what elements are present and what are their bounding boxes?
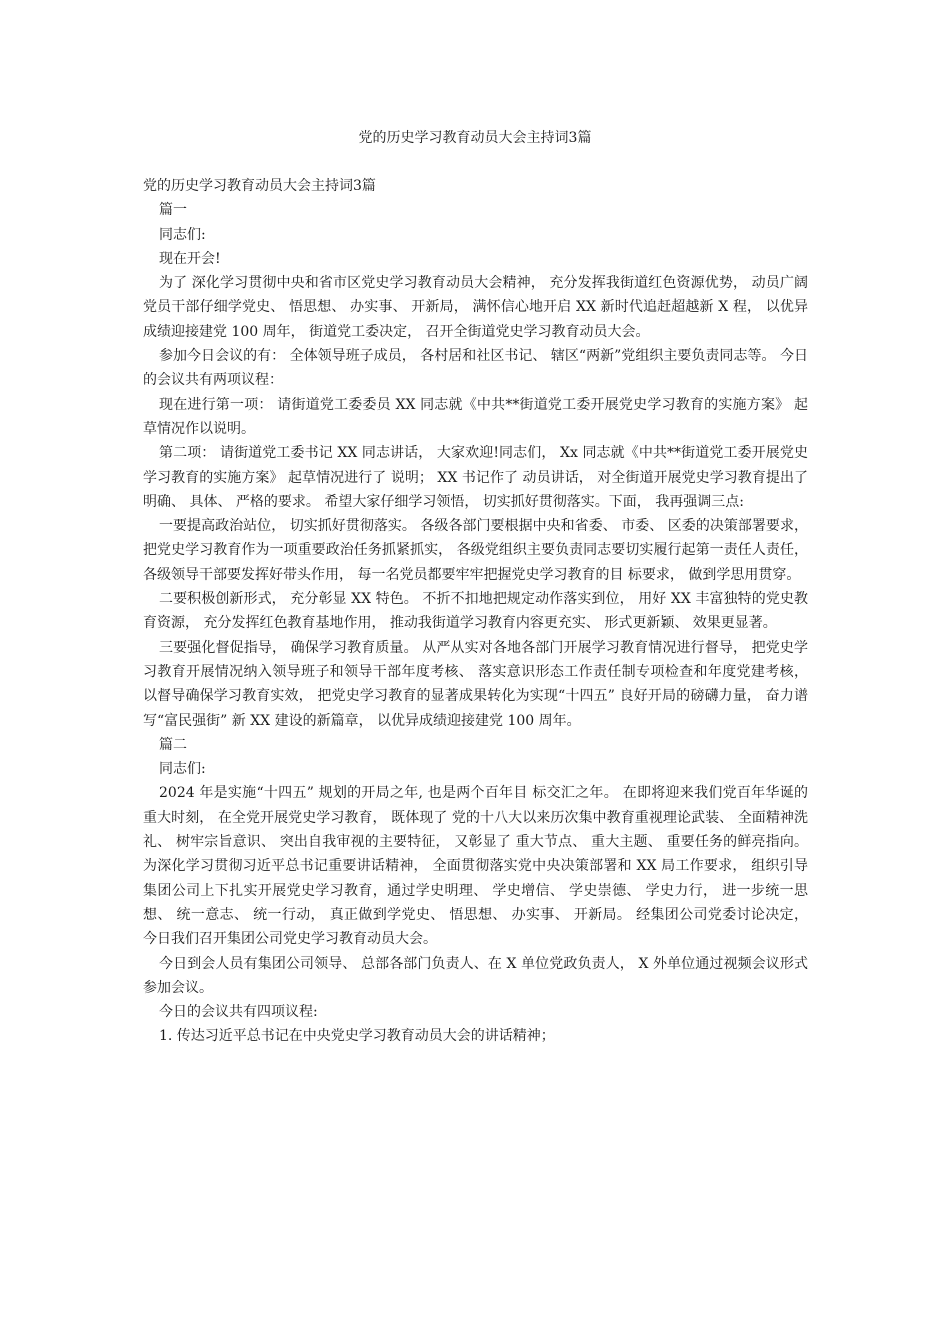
paragraph: 2024 年是实施“十四五” 规划的开局之年, 也是两个百年目 标交汇之年。 在即将迎来我们党百年华诞的重大时刻， 在全党开展党史学习教育， 既体现了 党的十八大以来历次集中教育重视理论武装、 全面精神洗礼、 树牢宗旨意识、 突出自我审视的主要特征， 又彰显了 重大节点、 重大主题、 重要任务的鲜亮指向。 为深化学习贯彻习近平总书记重要讲话精神， 全面贯彻落实党中央决策部署和 XX 局工作要求， 组织引导集团公司上下扎实开展党史学习教育，通过学史明理、 学史增信、 学史崇德、 学史力行， 进一步统一思想、 统一意志、 统一行动， 真正做到学党史、 悟思想、 办实事、 开新局。 经集团公司党委讨论决定， 今日我们召开集团公司党史学习教育动员大会。: [143, 785, 808, 948]
paragraph: 今日的会议共有四项议程:: [159, 1004, 318, 1021]
paragraph: 一要提高政治站位， 切实抓好贯彻落实。 各级各部门要根据中央和省委、 市委、 区委的决策部署要求， 把党史学习教育作为一项重要政治任务抓紧抓实， 各级党组织主要负责同志要切实履行起第一责任人责任， 各级领导干部要发挥好带头作用， 每一名党员都要牢牢把握党史学习教育的目 标要求， 做到学思用贯穿。: [143, 518, 808, 583]
paragraph: 今日到会人员有集团公司领导、 总部各部门负责人、在 X 单位党政负责人， X 外单位通过视频会议形式参加会议。: [143, 955, 808, 996]
paragraph: 为了 深化学习贯彻中央和省市区党史学习教育动员大会精神， 充分发挥我街道红色资源优势， 动员广阔党员干部仔细学党史、 悟思想、 办实事、 开新局， 满怀信心地开启 XX 新时代追赶超越新 X 程， 以优异成绩迎接建党 100 周年， 街道党工委决定， 召开全街道党史学习教育动员大会。: [143, 275, 808, 340]
paragraph: 二要积极创新形式， 充分彰显 XX 特色。 不折不扣地把规定动作落实到位， 用好 XX 丰富独特的党史教育资源， 充分发挥红色教育基地作用， 推动我街道学习教育内容更充实、 形式更新颖、 效果更显著。: [143, 591, 808, 632]
paragraph: 党的历史学习教育动员大会主持词3篇: [143, 178, 376, 194]
document-body: [143, 174, 808, 1049]
paragraph: 第二项： 请街道党工委书记 XX 同志讲话， 大家欢迎!同志们， Xx 同志就《中共**街道党工委开展党史学习教育的实施方案》 起草情况进行了 说明； XX 书记作了 动员讲话， 对全街道开展党史学习教育提出了 明确、 具体、 严格的要求。 希望大家仔细学习领悟， 切实抓好贯彻落实。下面， 我再强调三点:: [143, 445, 808, 510]
paragraph: 篇二: [159, 736, 187, 753]
paragraph: 1. 传达习近平总书记在中央党史学习教育动员大会的讲话精神；: [159, 1028, 555, 1045]
paragraph: 参加今日会议的有： 全体领导班子成员， 各村居和社区书记、 辖区“两新”党组织主要负责同志等。 今日的会议共有两项议程：: [143, 348, 808, 389]
paragraph: 三要强化督促指导， 确保学习教育质量。 从严从实对各地各部门开展学习教育情况进行督导， 把党史学习教育开展情况纳入领导班子和领导干部年度考核、 落实意识形态工作责任制专项检查和年度党建考核， 以督导确保学习教育实效， 把党史学习教育的显著成果转化为实现“十四五” 良好开局的磅礴力量， 奋力谱写“富民强街” 新 XX 建设的新篇章， 以优异成绩迎接建党 100 周年。: [143, 639, 808, 729]
paragraph: 现在开会!: [159, 250, 221, 267]
paragraph: 篇一: [159, 202, 187, 219]
paragraph: 同志们:: [159, 761, 206, 778]
paragraph: 同志们:: [159, 226, 206, 243]
page-title: 党的历史学习教育动员大会主持词3篇: [358, 130, 592, 146]
paragraph: 现在进行第一项： 请街道党工委委员 XX 同志就《中共**街道党工委开展党史学习教育的实施方案》 起草情况作以说明。: [143, 396, 808, 437]
